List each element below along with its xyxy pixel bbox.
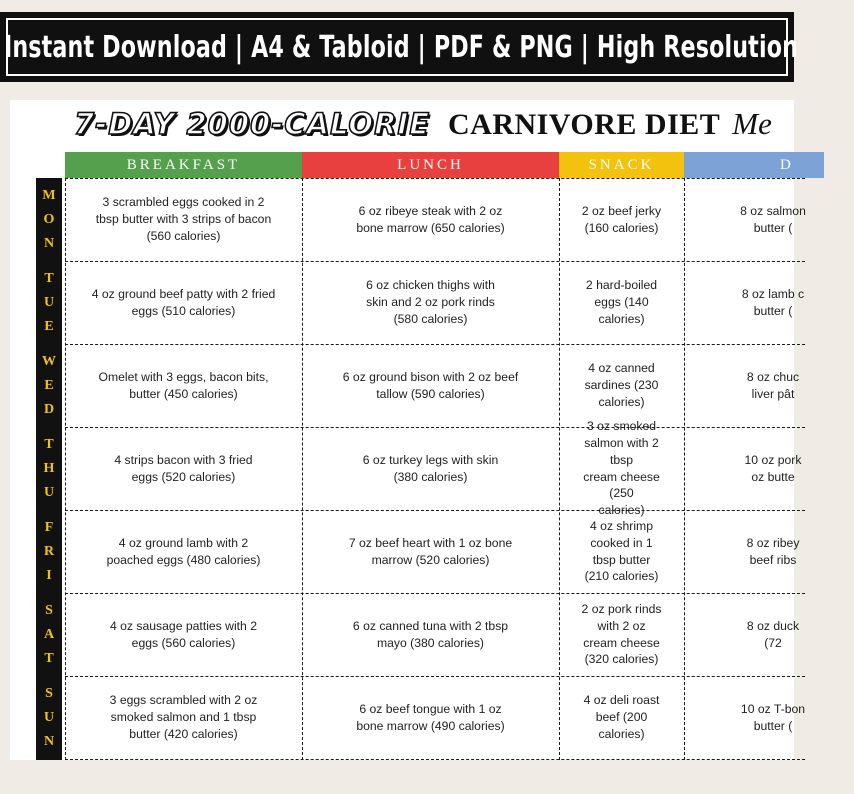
day-letter: M <box>42 187 56 203</box>
breakfast-meal-text: 4 strips bacon with 3 fried eggs (520 calories) <box>114 452 253 484</box>
lunch-meal-text: 6 oz canned tuna with 2 tbsp mayo (380 calories) <box>352 618 509 650</box>
day-letter: R <box>43 543 55 559</box>
lunch-cell <box>302 261 559 344</box>
day-letter: N <box>43 235 55 251</box>
dinner-cell <box>684 676 854 759</box>
breakfast-cell <box>65 261 302 344</box>
breakfast-meal-text: Omelet with 3 eggs, bacon bits, butter (450 calories) <box>98 369 269 401</box>
title-diet: CARNIVORE DIET <box>448 108 721 141</box>
day-letter: O <box>43 211 55 227</box>
snack-meal-text: 2 oz pork rinds with 2 oz cream cheese (320 calories) <box>581 601 662 667</box>
lunch-meal-text: 6 oz ground bison with 2 oz beef tallow (590 calories) <box>342 369 519 401</box>
banner-text: Instant Download | A4 & Tabloid | PDF & PNG | High Resolution <box>4 29 799 65</box>
snack-meal-text: 3 oz smoked salmon with 2 tbsp cream cheese (250 calories) <box>583 419 660 518</box>
dinner-cell <box>684 593 854 676</box>
breakfast-cell <box>65 427 302 510</box>
lunch-meal-text: 6 oz beef tongue with 1 oz bone marrow (490 calories) <box>356 701 505 733</box>
breakfast-meal-text: 4 oz sausage patties with 2 eggs (560 calories) <box>109 618 258 650</box>
dinner-cell <box>684 178 854 261</box>
lunch-cell <box>302 510 559 593</box>
snack-cell <box>559 593 684 676</box>
day-letter: U <box>43 484 55 500</box>
breakfast-cell <box>65 510 302 593</box>
meal-grid <box>10 100 806 760</box>
promo-banner <box>0 12 799 82</box>
snack-meal-text: 4 oz canned sardines (230 calories) <box>584 361 659 409</box>
day-letter: U <box>43 709 55 725</box>
header-snack: SNACK <box>559 152 684 178</box>
snack-cell <box>559 344 684 427</box>
dinner-meal-text: 8 oz ribey beef ribs <box>746 535 800 567</box>
dinner-cell <box>684 344 854 427</box>
dinner-meal-text: 10 oz T-bon butter ( <box>740 701 806 733</box>
breakfast-cell <box>65 593 302 676</box>
grid-row-divider <box>65 759 805 760</box>
lunch-meal-text: 7 oz beef heart with 1 oz bone marrow (520 calories) <box>348 535 513 567</box>
lunch-cell <box>302 178 559 261</box>
lunch-cell <box>302 593 559 676</box>
day-letter: D <box>43 401 55 417</box>
day-letter: I <box>46 567 52 583</box>
lunch-cell <box>302 676 559 759</box>
lunch-meal-text: 6 oz chicken thighs with skin and 2 oz pork rinds (580 calories) <box>366 278 495 326</box>
header-lunch: LUNCH <box>302 152 559 178</box>
title-script: Me <box>732 106 772 141</box>
dinner-cell <box>684 510 854 593</box>
dinner-cell <box>684 261 854 344</box>
dinner-meal-text: 10 oz pork oz butte <box>744 452 802 484</box>
snack-meal-text: 4 oz shrimp cooked in 1 tbsp butter (210 calories) <box>584 518 659 584</box>
day-letter: A <box>43 626 55 642</box>
snack-cell <box>559 510 684 593</box>
snack-meal-text: 4 oz deli roast beef (200 calories) <box>583 693 660 741</box>
breakfast-cell <box>65 344 302 427</box>
day-letter: U <box>43 294 55 310</box>
dinner-meal-text: 8 oz salmon butter ( <box>740 203 806 235</box>
dinner-meal-text: 8 oz duck (72 <box>746 618 800 650</box>
lunch-meal-text: 6 oz ribeye steak with 2 oz bone marrow (650 calories) <box>356 203 505 235</box>
header-dinner: D <box>684 152 824 178</box>
snack-cell <box>559 419 684 518</box>
title-days-calories: 7-DAY 2000-CALORIE <box>74 107 431 141</box>
day-letter: T <box>44 436 54 452</box>
dinner-cell <box>684 427 854 510</box>
breakfast-meal-text: 4 oz ground beef patty with 2 fried eggs (510 calories) <box>91 286 276 318</box>
breakfast-cell <box>65 178 302 261</box>
day-letter: H <box>43 460 55 476</box>
day-letter: N <box>43 733 55 749</box>
day-letter: E <box>44 377 54 393</box>
breakfast-meal-text: 3 scrambled eggs cooked in 2 tbsp butter with 3 strips of bacon (560 calories) <box>95 195 272 243</box>
breakfast-meal-text: 4 oz ground lamb with 2 poached eggs (480 calories) <box>106 535 261 567</box>
lunch-cell <box>302 344 559 427</box>
day-letter: T <box>44 270 54 286</box>
breakfast-cell <box>65 676 302 759</box>
snack-cell <box>559 178 684 261</box>
lunch-cell <box>302 427 559 510</box>
snack-meal-text: 2 hard-boiled eggs (140 calories) <box>585 278 658 326</box>
breakfast-meal-text: 3 eggs scrambled with 2 oz smoked salmon and 1 tbsp butter (420 calories) <box>109 693 258 741</box>
snack-cell <box>559 261 684 344</box>
lunch-meal-text: 6 oz turkey legs with skin (380 calories) <box>362 452 499 484</box>
dinner-meal-text: 8 oz chuc liver pât <box>746 369 800 401</box>
day-letter: T <box>44 650 54 666</box>
day-letter: E <box>44 318 54 334</box>
day-letter: F <box>44 519 54 535</box>
snack-cell <box>559 676 684 759</box>
day-letter: S <box>45 602 53 618</box>
snack-meal-text: 2 oz beef jerky (160 calories) <box>581 203 662 235</box>
meal-plan-sheet <box>10 100 806 760</box>
day-letter: S <box>45 685 53 701</box>
day-letter: W <box>42 353 56 369</box>
header-breakfast: BREAKFAST <box>65 152 302 178</box>
dinner-meal-text: 8 oz lamb c butter ( <box>741 286 805 318</box>
